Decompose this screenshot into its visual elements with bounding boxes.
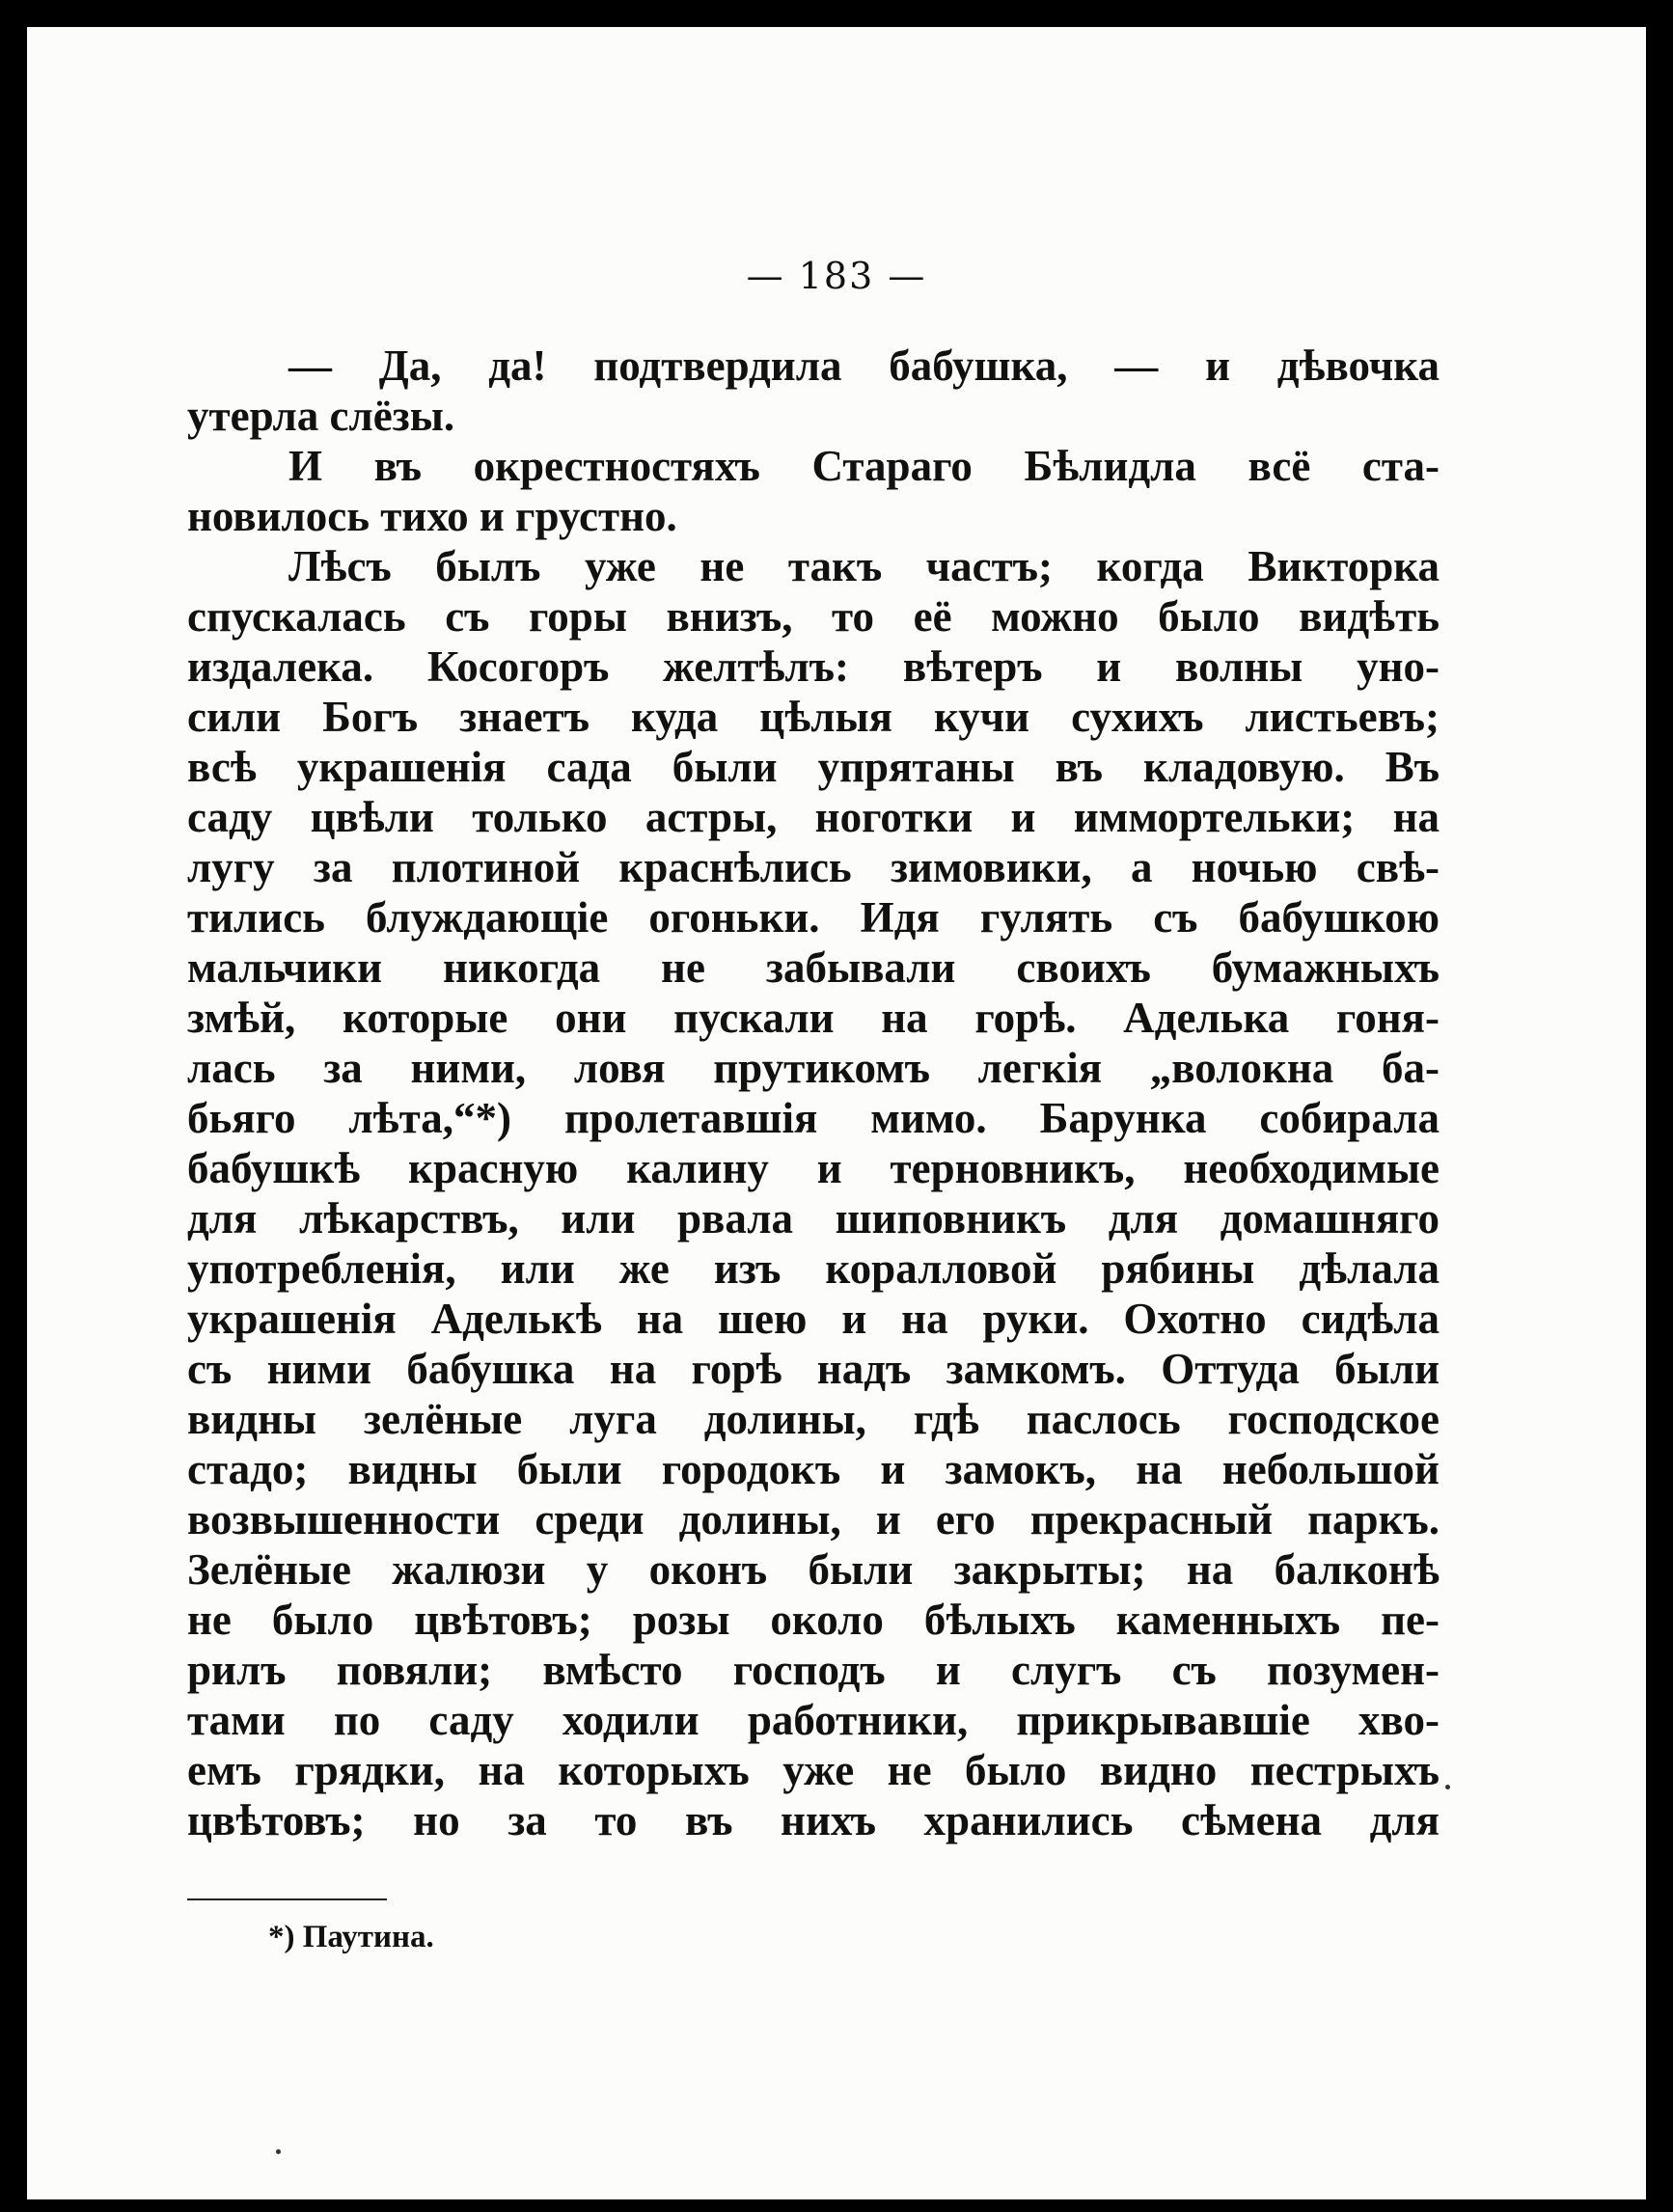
text-line: цвѣтовъ; но за то въ нихъ хранились сѣмена для: [187, 1796, 1440, 1844]
text-line: змѣй, которые они пускали на горѣ. Аделька гоня-: [187, 994, 1440, 1042]
text-line: лась за ними, ловя прутикомъ легкія „волокна ба-: [187, 1044, 1440, 1092]
text-line: лугу за плотиной краснѣлись зимовики, а ночью свѣ-: [187, 843, 1440, 891]
text-line: не было цвѣтовъ; розы около бѣлыхъ каменныхъ пе-: [187, 1596, 1440, 1644]
text-line: бабушкѣ красную калину и терновникъ, необходимые: [187, 1144, 1440, 1192]
body-text: [187, 341, 1440, 1845]
scan-edge: [0, 0, 1673, 27]
text-line: тами по саду ходили работники, прикрывавшіе хво-: [187, 1696, 1440, 1744]
text-line: съ ними бабушка на горѣ надъ замкомъ. Оттуда были: [187, 1345, 1440, 1393]
text-line: мальчики никогда не забывали своихъ бумажныхъ: [187, 943, 1440, 992]
text-line: Лѣсъ былъ уже не такъ частъ; когда Викторка: [288, 542, 1440, 590]
book-page: [27, 27, 1646, 2199]
text-line: издалека. Косогоръ желтѣлъ: вѣтеръ и волны уно-: [187, 642, 1440, 691]
scan-speck: [276, 2149, 281, 2154]
footnote-divider: [187, 1898, 387, 1900]
text-line: тились блуждающіе огоньки. Идя гулять съ бабушкою: [187, 893, 1440, 942]
text-line: И въ окрестностяхъ Стараго Бѣлидла всё ста-: [288, 442, 1440, 490]
text-line: сили Богъ знаетъ куда цѣлыя кучи сухихъ листьевъ;: [187, 693, 1440, 741]
text-line: емъ грядки, на которыхъ уже не было видно пестрыхъ: [187, 1746, 1440, 1794]
text-line: Зелёные жалюзи у оконъ были закрыты; на балконѣ: [187, 1545, 1440, 1594]
text-line: новилось тихо и грустно.: [187, 492, 677, 540]
text-line: украшенія Аделькѣ на шею и на руки. Охотно сидѣла: [187, 1295, 1440, 1343]
page-number: — 183 —: [746, 255, 927, 297]
text-line: бьяго лѣта,“*) пролетавшія мимо. Барунка собирала: [187, 1094, 1440, 1142]
scan-speck: [1445, 1785, 1450, 1789]
text-line: спускалась съ горы внизъ, то её можно было видѣть: [187, 592, 1440, 641]
text-line: употребленія, или же изъ коралловой рябины дѣлала: [187, 1244, 1440, 1293]
text-line: всѣ украшенія сада были упрятаны въ кладовую. Въ: [187, 743, 1440, 791]
text-line: саду цвѣли только астры, ноготки и иммортельки; на: [187, 793, 1440, 841]
text-line: возвышенности среди долины, и его прекрасный паркъ.: [187, 1495, 1440, 1543]
text-line: рилъ повяли; вмѣсто господъ и слугъ съ позумен-: [187, 1646, 1440, 1694]
text-line: для лѣкарствъ, или рвала шиповникъ для домашняго: [187, 1194, 1440, 1243]
text-line: — Да, да! подтвердила бабушка, — и дѣвочка: [288, 341, 1440, 390]
text-line: утерла слёзы.: [187, 392, 455, 440]
footnote: *) Паутина.: [268, 1920, 434, 1954]
text-line: стадо; видны были городокъ и замокъ, на небольшой: [187, 1445, 1440, 1493]
text-line: видны зелёные луга долины, гдѣ паслось господское: [187, 1395, 1440, 1443]
